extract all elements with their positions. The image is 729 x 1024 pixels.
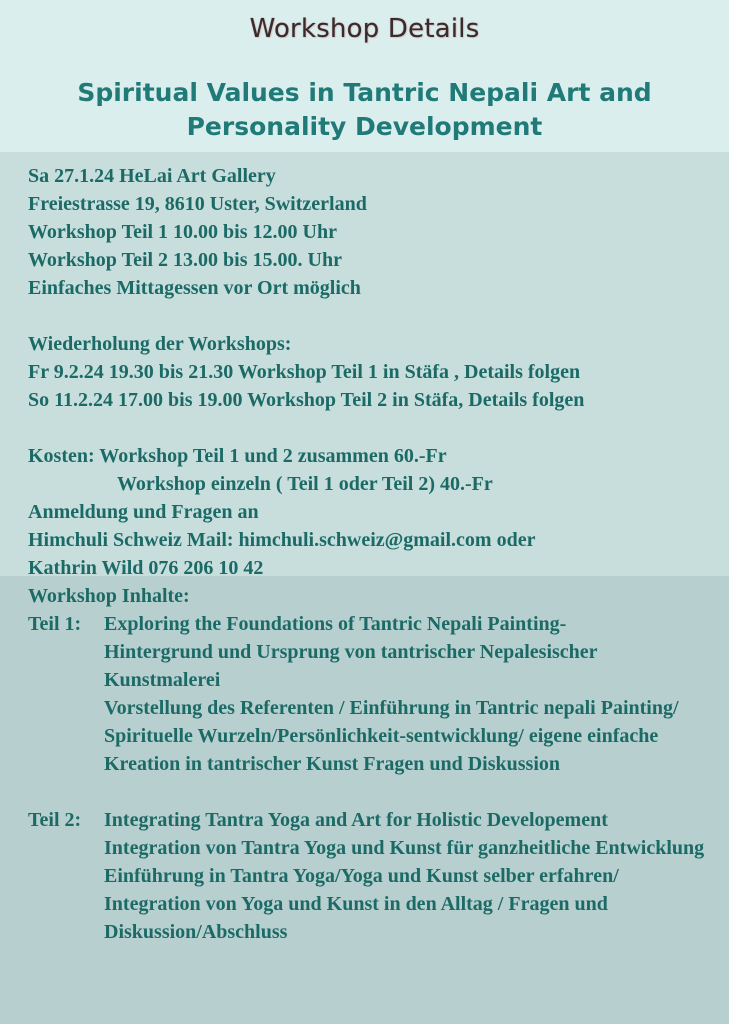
contents-heading: Workshop Inhalte: <box>28 585 190 607</box>
cost-line-2: Workshop einzeln ( Teil 1 oder Teil 2) 40.-Fr <box>117 473 493 495</box>
page-title: Workshop Details <box>249 14 480 44</box>
event-lunch-note: Einfaches Mittagessen vor Ort möglich <box>28 277 361 299</box>
event-date-venue: Sa 27.1.24 HeLai Art Gallery <box>28 165 276 187</box>
repeat-line-1: Fr 9.2.24 19.30 bis 21.30 Workshop Teil 1 in Stäfa , Details folgen <box>28 361 581 383</box>
cost-line-1: Kosten: Workshop Teil 1 und 2 zusammen 60.-Fr <box>28 445 447 467</box>
teil-1-body <box>104 610 718 778</box>
event-session-2: Workshop Teil 2 13.00 bis 15.00. Uhr <box>28 249 342 271</box>
repeat-heading: Wiederholung der Workshops: <box>28 333 292 355</box>
event-address: Freiestrasse 19, 8610 Uster, Switzerland <box>28 193 367 215</box>
contact-phone-line: Kathrin Wild 076 206 10 42 <box>28 557 264 579</box>
spacer <box>28 778 718 806</box>
workshop-subtitle <box>0 76 729 144</box>
teil-1-section <box>28 610 718 778</box>
teil-1-title: Exploring the Foundations of Tantric Nepali Painting- <box>104 613 567 635</box>
contact-line-1: Anmeldung und Fragen an <box>28 501 259 523</box>
teil-2-section <box>28 806 718 946</box>
teil-2-title: Integrating Tantra Yoga and Art for Holistic Developement <box>104 809 608 831</box>
spacer <box>28 414 718 442</box>
teil-1-label: Teil 1: <box>28 613 82 635</box>
repeat-line-2: So 11.2.24 17.00 bis 19.00 Workshop Teil 2 in Stäfa, Details folgen <box>28 389 585 411</box>
teil-1-description: Vorstellung des Referenten / Einführung in Tantric nepali Painting/ Spirituelle Wurzeln/Persönlichkeit-sentwicklung/ eigene einfache Kreation in tantrischer Kunst Fragen und Diskussion <box>104 697 679 775</box>
flyer-content <box>28 162 718 946</box>
event-session-1: Workshop Teil 1 10.00 bis 12.00 Uhr <box>28 221 337 243</box>
teil-2-body <box>104 806 718 946</box>
teil-2-description: Einführung in Tantra Yoga/Yoga und Kunst selber erfahren/ Integration von Yoga und Kunst in den Alltag / Fragen und Diskussion/Abschluss <box>104 865 619 943</box>
teil-1-subtitle: Hintergrund und Ursprung von tantrischer Nepalesischer Kunstmalerei <box>104 641 598 691</box>
contact-email-line: Himchuli Schweiz Mail: himchuli.schweiz@gmail.com oder <box>28 529 536 551</box>
subtitle-line-1: Spiritual Values in Tantric Nepali Art and <box>77 78 652 107</box>
teil-2-label: Teil 2: <box>28 809 82 831</box>
spacer <box>28 302 718 330</box>
teil-2-subtitle: Integration von Tantra Yoga und Kunst für ganzheitliche Entwicklung <box>104 837 705 859</box>
subtitle-line-2: Personality Development <box>186 112 543 141</box>
